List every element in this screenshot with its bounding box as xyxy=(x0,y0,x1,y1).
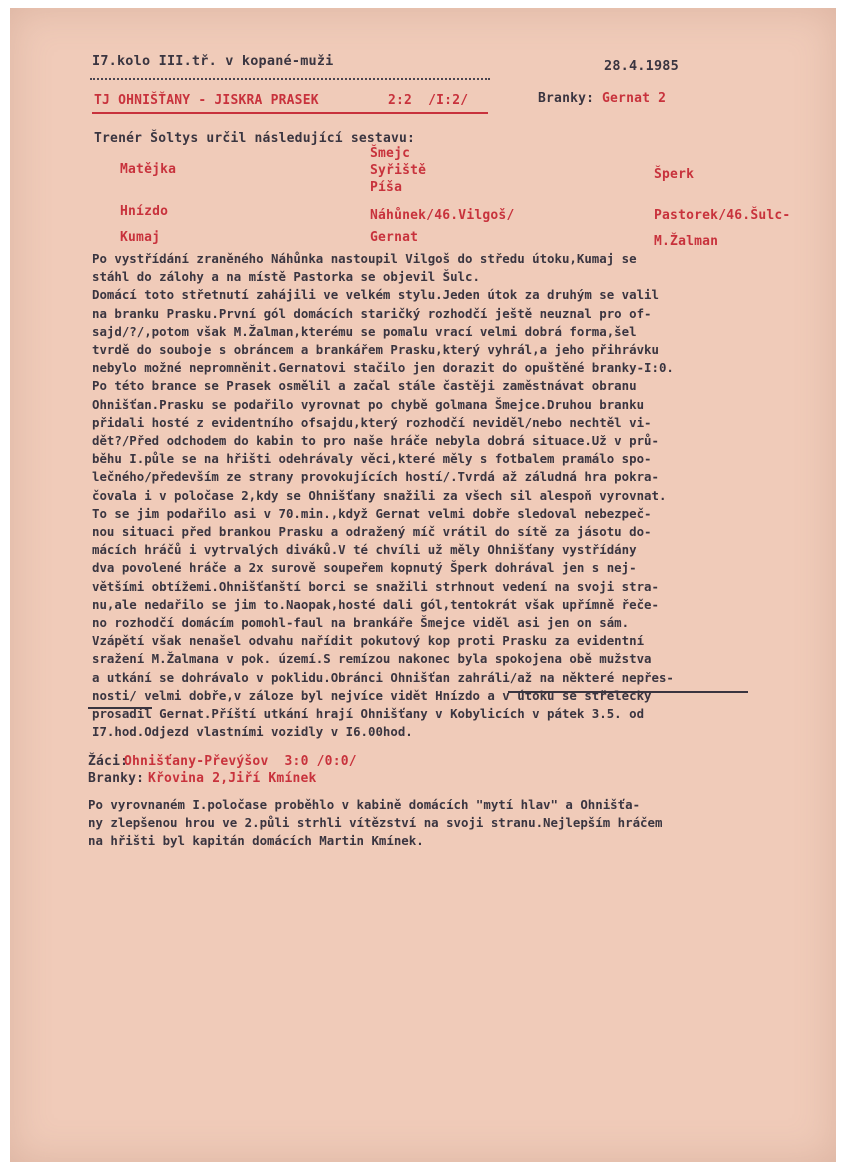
round-title: I7.kolo III.tř. v kopané-muži xyxy=(92,53,334,69)
player-name: Syřiště xyxy=(370,163,427,178)
report-line: čovala i v poločase 2,kdy se Ohnišťany snažili za všech sil alespoň vyrovnat. xyxy=(92,487,667,503)
report-line: nu,ale nedařilo se jim to.Naopak,hosté dali gól,tentokrát však upřímně řeče- xyxy=(92,596,659,612)
report-line: Po této brance se Prasek osmělil a začal stále častěji zaměstnávat obranu xyxy=(92,378,637,394)
report-line: Po vystřídání zraněného Náhůnka nastoupil Vilgoš do středu útoku,Kumaj se xyxy=(92,251,637,266)
report-line: no rozhodčí domácím pomohl-faul na brankáře Šmejce viděl asi jen on sám. xyxy=(92,615,630,631)
report-line: běhu I.půle se na hřišti odehrávaly věci,které měly s fotbalem pramálo spo- xyxy=(92,451,652,467)
player-name: Matějka xyxy=(120,162,177,177)
report-line: sajd/?/,potom však M.Žalman,kterému se pomalu vrací velmi dobrá forma,šel xyxy=(92,323,637,339)
next-match-time-underline xyxy=(88,707,152,709)
player-name: Píša xyxy=(370,180,403,195)
report-line: I7.hod.Odjezd vlastními vozidly v I6.00hod. xyxy=(92,724,413,740)
youth-report xyxy=(88,796,804,850)
youth-label: Žáci: xyxy=(88,754,129,769)
title-underline xyxy=(92,112,488,114)
match-report xyxy=(92,250,808,741)
report-line: a utkání se dohrávalo v poklidu.Obránci Ohnišťan zahráli/až na některé nepřes- xyxy=(92,669,674,685)
report-line: na branku Prasku.První gól domácích staričký rozhodčí ještě neuznal pro of- xyxy=(92,305,652,321)
scorers-label: Branky: xyxy=(538,91,595,106)
player-name: M.Žalman xyxy=(654,234,719,249)
report-line: tvrdě do souboje s obráncem a brankářem Prasku,který vyhrál,a jeho přihrávku xyxy=(92,342,659,358)
report-line: přidali hosté z evidentního ofsajdu,který rozhodčí neviděl/nebo nechtěl vi- xyxy=(92,414,652,430)
match-score: 2:2 /I:2/ xyxy=(388,93,469,108)
next-match-underline xyxy=(508,691,748,693)
youth-result: Ohnišťany-Převýšov 3:0 /0:0/ xyxy=(124,754,357,769)
report-line: dět?/Před odchodem do kabin to pro naše hráče nebyla dobrá situace.Už v prů- xyxy=(92,433,659,449)
report-line: Domácí toto střetnutí zahájili ve velkém stylu.Jeden útok za druhým se valil xyxy=(92,287,659,303)
report-line: prosadil Gernat.Příští utkání hrají Ohnišťany v Kobylicích v pátek 3.5. od xyxy=(92,706,645,722)
report-line: na hřišti byl kapitán domácích Martin Kmínek. xyxy=(88,833,424,848)
report-line: ny zlepšenou hrou ve 2.půli strhli vítězství na svoji stranu.Nejlepším hráčem xyxy=(88,815,663,830)
report-line: nosti/ velmi dobře,v záloze byl nejvíce vidět Hnízdo a v útoku se střelecky xyxy=(92,687,652,703)
report-line: většími obtížemi.Ohnišťanští borci se snažili strhnout vedení na svoji stra- xyxy=(92,578,659,594)
report-line: Vzápětí však nenašel odvahu nařídit pokutový kop proti Prasku za evidentní xyxy=(92,633,645,649)
report-line: lečného/především ze strany provokujících hostí/.Tvrdá až záludná hra pokra- xyxy=(92,469,659,485)
report-line: sražení M.Žalmana v pok. území.S remízou nakonec byla spokojena obě mužstva xyxy=(92,651,652,667)
youth-scorers: Křovina 2,Jiří Kmínek xyxy=(148,771,317,786)
match-date: 28.4.1985 xyxy=(604,58,679,74)
player-name: Šmejc xyxy=(370,146,411,161)
player-name: Kumaj xyxy=(120,230,161,245)
report-line: nou situaci před brankou Prasku a odražený míč vrátil do sítě za jásotu do- xyxy=(92,524,652,540)
report-line: Po vyrovnaném I.poločase proběhlo v kabině domácích "mytí hlav" a Ohnišťa- xyxy=(88,797,641,812)
dotted-separator xyxy=(90,78,490,80)
player-name: Šperk xyxy=(654,167,695,182)
player-name: Gernat xyxy=(370,230,419,245)
player-name: Hnízdo xyxy=(120,204,169,219)
report-line: Ohnišťan.Prasku se podařilo vyrovnat po chybě golmana Šmejce.Druhou branku xyxy=(92,396,645,412)
lineup-intro: Trenér Šoltys určil následující sestavu: xyxy=(94,131,416,146)
match-teams: TJ OHNIŠŤANY - JISKRA PRASEK xyxy=(94,93,319,108)
scorers-value: Gernat 2 xyxy=(602,91,667,106)
report-line: nebylo možné nepromněnit.Gernatovi stačilo jen dorazit do opuštěné branky-I:0. xyxy=(92,360,674,376)
report-line: To se jim podařilo asi v 70.min.,když Gernat velmi dobře sledoval nebezpeč- xyxy=(92,505,652,521)
player-name: Pastorek/46.Šulc- xyxy=(654,208,791,223)
report-line: mácích hráčů i vytrvalých diváků.V té chvíli už měly Ohnišťany vystřídány xyxy=(92,542,637,558)
report-line: dva povolené hráče a 2x surově soupeřem kopnutý Šperk dohrával jen s nej- xyxy=(92,560,637,576)
report-line: stáhl do zálohy a na místě Pastorka se objevil Šulc. xyxy=(92,269,480,285)
player-name: Náhůnek/46.Vilgoš/ xyxy=(370,208,515,223)
youth-scorers-label: Branky: xyxy=(88,771,145,786)
